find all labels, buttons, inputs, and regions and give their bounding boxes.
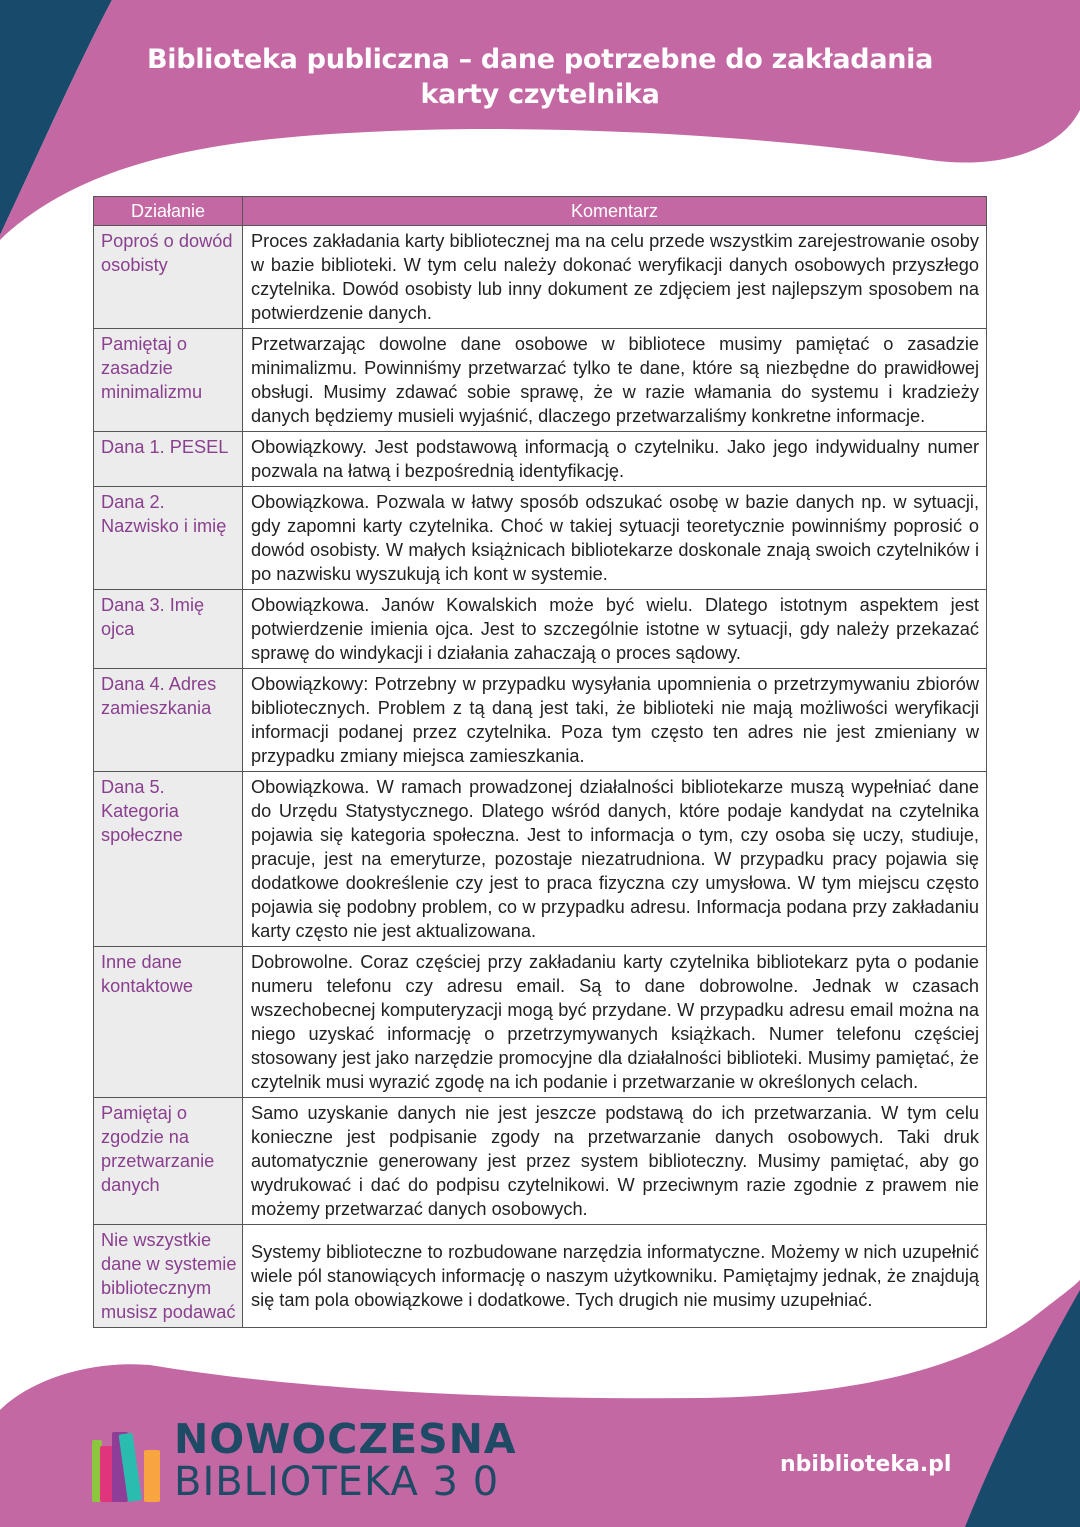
table-row: [94, 1225, 987, 1328]
row-comment: Obowiązkowa. Pozwala w łatwy sposób odszukać osobę w bazie danych np. w sytuacji, gdy zapomni karty czytelnika. Choć w takiej sytuacji teoretycznie powinniśmy poprosić o dowód osobisty. W małych książnicach bibliotekarze doskonale znają swoich czytelników i po nazwisku wyszukują ich kont w systemie.: [243, 487, 987, 590]
logo-line1: NOWOCZESNA: [174, 1415, 517, 1463]
table-header-row: [94, 197, 987, 226]
row-action: Nie wszystkie dane w systemie bibliotecznym musisz podawać: [94, 1225, 243, 1328]
row-comment: Obowiązkowa. Janów Kowalskich może być wielu. Dlatego istotnym aspektem jest potwierdzenie imienia ojca. Jest to szczególnie istotne w sytuacji, gdy należy przekazać sprawę do windykacji i działania zahaczają o proces sądowy.: [243, 590, 987, 669]
row-comment: Dobrowolne. Coraz częściej przy zakładaniu karty czytelnika bibliotekarz pyta o podanie numeru telefonu czy adresu email. Są to dane dobrowolne. Jednak w czasach wszechobecnej komputeryzacji mogą być przydane. W przypadku adresu email można na niego uzyskać informację o przetrzymywanych książkach. Numer telefonu częściej stosowany jest jako narzędzie promocyjne dla działalności biblioteki. Musimy pamiętać, że czytelnik musi wyrazić zgodę na ich podanie i przetwarzanie w określonych celach.: [243, 947, 987, 1098]
row-comment: Samo uzyskanie danych nie jest jeszcze podstawą do ich przetwarzania. W tym celu konieczne jest podpisanie zgody na przetwarzanie danych osobowych. Taki druk automatycznie generowany jest przez system biblioteczny. Musimy pamiętać, aby go wydrukować i dać do podpisu czytelnikowi. W przeciwnym razie zgodnie z prawem nie możemy przetwarzać danych osobowych.: [243, 1098, 987, 1225]
table-row: [94, 772, 987, 947]
table-row: [94, 432, 987, 487]
column-header-comment: Komentarz: [243, 197, 987, 226]
row-action: Dana 3. Imię ojca: [94, 590, 243, 669]
page-title: [0, 42, 1080, 112]
table-row: [94, 669, 987, 772]
table-row: [94, 329, 987, 432]
row-comment: Systemy biblioteczne to rozbudowane narzędzia informatyczne. Możemy w nich uzupełnić wiele pól stanowiących informację o naszym użytkowniku. Pamiętajmy jednak, że znajdują się tam pola obowiązkowe i dodatkowe. Tych drugich nie musimy uzupełniać.: [243, 1225, 987, 1328]
row-action: Inne dane kontaktowe: [94, 947, 243, 1098]
row-comment: Obowiązkowy: Potrzebny w przypadku wysyłania upomnienia o przetrzymywaniu zbiorów bibliotecznych. Problem z tą daną jest taki, że biblioteki nie mają możliwości weryfikacji informacji podanej przez czytelnika. Poza tym często ten adres nie jest zmieniany w przypadku zmiany miejsca zamieszkania.: [243, 669, 987, 772]
row-action: Dana 5. Kategoria społeczne: [94, 772, 243, 947]
logo-line2: BIBLIOTEKA 3 0: [174, 1459, 500, 1505]
row-comment: Obowiązkowy. Jest podstawową informacją o czytelniku. Jako jego indywidualny numer pozwala na łatwą i bezpośrednią identyfikację.: [243, 432, 987, 487]
column-header-action: Działanie: [94, 197, 243, 226]
row-comment: Obowiązkowa. W ramach prowadzonej działalności bibliotekarze muszą wypełniać dane do Urzędu Statystycznego. Dlatego wśród danych, które podaje kandydat na czytelnika pojawia się kategoria społeczna. Jest to informacja o tym, czy osoba się uczy, studiuje, pracuje, jest na emeryturze, pozostaje niezatrudniona. W przypadku pracy pojawia się dodatkowe dookreślenie czy jest to praca fizyczna czy umysłowa. W tym miejscu często pojawia się podobny problem, co w przypadku adresu. Informacja podana przy zakładaniu karty często nie jest aktualizowana.: [243, 772, 987, 947]
row-comment: Proces zakładania karty bibliotecznej ma na celu przede wszystkim zarejestrowanie osoby w bazie biblioteki. W tym celu należy dokonać weryfikacji danych osobowych przyszłego czytelnika. Dowód osobisty lub inny dokument ze zdjęciem jest najlepszym sposobem na potwierdzenie danych.: [243, 226, 987, 329]
nowoczesna-biblioteka-logo: [92, 1415, 517, 1505]
page-title-line2: karty czytelnika: [420, 79, 660, 110]
table-row: [94, 226, 987, 329]
table-row: [94, 1098, 987, 1225]
table-row: [94, 487, 987, 590]
website-link[interactable]: nbiblioteka.pl: [780, 1452, 952, 1477]
table-row: [94, 947, 987, 1098]
row-comment: Przetwarzając dowolne dane osobowe w bibliotece musimy pamiętać o zasadzie minimalizmu. Powinniśmy przetwarzać tylko te dane, które są niezbędne do prawidłowej obsługi. Musimy zdawać sobie sprawę, że w razie włamania do systemu i kradzieży danych będziemy musieli wyjaśnić, dlaczego przetwarzaliśmy konkretne informacje.: [243, 329, 987, 432]
row-action: Pamiętaj o zasadzie minimalizmu: [94, 329, 243, 432]
row-action: Poproś o dowód osobisty: [94, 226, 243, 329]
books-icon: [92, 1418, 164, 1502]
row-action: Dana 4. Adres zamieszkania: [94, 669, 243, 772]
data-table: [93, 196, 987, 1328]
page-title-line1: Biblioteka publiczna – dane potrzebne do zakładania: [146, 44, 934, 75]
row-action: Dana 1. PESEL: [94, 432, 243, 487]
table-row: [94, 590, 987, 669]
row-action: Dana 2. Nazwisko i imię: [94, 487, 243, 590]
row-action: Pamiętaj o zgodzie na przetwarzanie danych: [94, 1098, 243, 1225]
